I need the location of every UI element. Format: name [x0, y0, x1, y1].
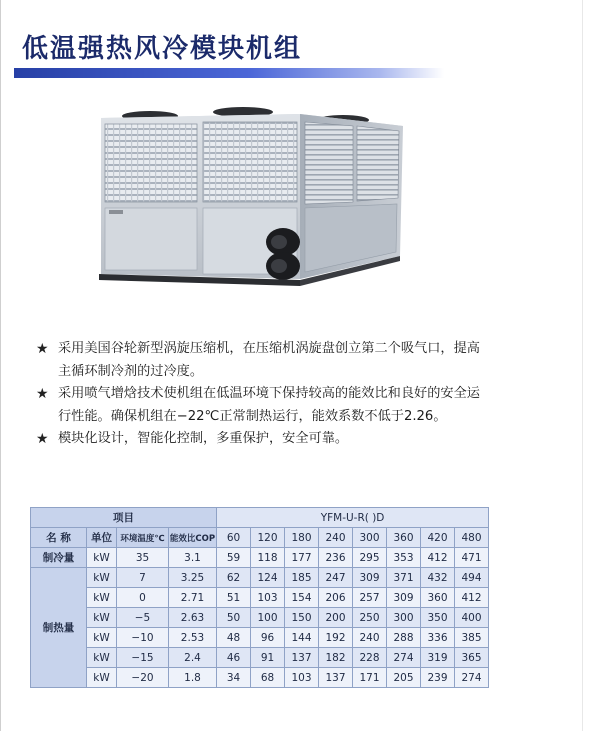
value-cell: 171	[353, 668, 387, 688]
value-cell: 371	[387, 568, 421, 588]
heating-row	[31, 608, 489, 628]
value-cell: 353	[387, 548, 421, 568]
feature-list	[36, 338, 486, 451]
heating-row	[31, 668, 489, 688]
value-cell: 137	[285, 648, 319, 668]
heating-row	[31, 588, 489, 608]
value-cell: 385	[455, 628, 489, 648]
value-cell: 96	[251, 628, 285, 648]
value-cell: 274	[387, 648, 421, 668]
value-cell: 295	[353, 548, 387, 568]
heating-label: 制热量	[31, 568, 87, 688]
unit-cell: kW	[87, 568, 117, 588]
value-cell: 250	[353, 608, 387, 628]
value-cell: 100	[251, 608, 285, 628]
model-cell: 360	[387, 528, 421, 548]
value-cell: 50	[217, 608, 251, 628]
col-temp: 环境温度℃	[117, 528, 169, 548]
value-cell: 336	[421, 628, 455, 648]
unit-cell: kW	[87, 668, 117, 688]
cop-cell: 2.63	[169, 608, 217, 628]
unit-cell: kW	[87, 628, 117, 648]
value-cell: 412	[421, 548, 455, 568]
value-cell: 239	[421, 668, 455, 688]
value-cell: 319	[421, 648, 455, 668]
value-cell: 91	[251, 648, 285, 668]
value-cell: 68	[251, 668, 285, 688]
temp-cell: −15	[117, 648, 169, 668]
value-cell: 412	[455, 588, 489, 608]
value-cell: 51	[217, 588, 251, 608]
value-cell: 247	[319, 568, 353, 588]
star-icon: ★	[36, 431, 49, 447]
cop-cell: 3.1	[169, 548, 217, 568]
value-cell: 300	[387, 608, 421, 628]
value-cell: 360	[421, 588, 455, 608]
temp-cell: −20	[117, 668, 169, 688]
heating-row	[31, 628, 489, 648]
spec-table	[30, 507, 489, 688]
star-icon: ★	[36, 341, 49, 357]
cop-cell: 2.71	[169, 588, 217, 608]
value-cell: 34	[217, 668, 251, 688]
model-cell: 60	[217, 528, 251, 548]
feature-item	[36, 338, 486, 383]
col-name: 名 称	[31, 528, 87, 548]
value-cell: 46	[217, 648, 251, 668]
subheader-row	[31, 528, 489, 548]
unit-cell: kW	[87, 548, 117, 568]
header-item: 项目	[31, 508, 217, 528]
star-icon: ★	[36, 386, 49, 402]
value-cell: 432	[421, 568, 455, 588]
value-cell: 200	[319, 608, 353, 628]
value-cell: 309	[353, 568, 387, 588]
model-cell: 240	[319, 528, 353, 548]
value-cell: 309	[387, 588, 421, 608]
heating-row	[31, 568, 489, 588]
value-cell: 124	[251, 568, 285, 588]
value-cell: 62	[217, 568, 251, 588]
feature-text: 模块化设计，智能化控制，多重保护，安全可靠。	[58, 431, 349, 446]
value-cell: 350	[421, 608, 455, 628]
value-cell: 103	[285, 668, 319, 688]
unit-cell: kW	[87, 588, 117, 608]
value-cell: 288	[387, 628, 421, 648]
header-row	[31, 508, 489, 528]
cop-cell: 2.53	[169, 628, 217, 648]
model-cell: 480	[455, 528, 489, 548]
value-cell: 137	[319, 668, 353, 688]
unit-cell: kW	[87, 608, 117, 628]
value-cell: 185	[285, 568, 319, 588]
title-underline	[14, 68, 444, 78]
temp-cell: 35	[117, 548, 169, 568]
value-cell: 494	[455, 568, 489, 588]
value-cell: 192	[319, 628, 353, 648]
model-cell: 120	[251, 528, 285, 548]
model-cell: 300	[353, 528, 387, 548]
value-cell: 365	[455, 648, 489, 668]
temp-cell: −10	[117, 628, 169, 648]
feature-item	[36, 383, 486, 428]
feature-text: 采用喷气增焓技术使机组在低温环境下保持较高的能效比和良好的安全运行性能。确保机组在−22℃正常制热运行，能效系数不低于2.26。	[58, 386, 480, 424]
value-cell: 257	[353, 588, 387, 608]
value-cell: 150	[285, 608, 319, 628]
header-model: YFM-U-R( )D	[217, 508, 489, 528]
cop-cell: 2.4	[169, 648, 217, 668]
value-cell: 48	[217, 628, 251, 648]
temp-cell: 7	[117, 568, 169, 588]
page-edge	[0, 0, 1, 731]
col-unit: 单位	[87, 528, 117, 548]
cooling-label: 制冷量	[31, 548, 87, 568]
temp-cell: −5	[117, 608, 169, 628]
value-cell: 274	[455, 668, 489, 688]
value-cell: 206	[319, 588, 353, 608]
cop-cell: 1.8	[169, 668, 217, 688]
page-margin	[582, 0, 607, 731]
unit-cell: kW	[87, 648, 117, 668]
value-cell: 59	[217, 548, 251, 568]
model-cell: 420	[421, 528, 455, 548]
spec-table-container	[30, 507, 488, 688]
feature-item	[36, 428, 486, 451]
cop-cell: 3.25	[169, 568, 217, 588]
page-title: 低温强热风冷模块机组	[22, 34, 303, 64]
temp-cell: 0	[117, 588, 169, 608]
cooling-row	[31, 548, 489, 568]
value-cell: 205	[387, 668, 421, 688]
value-cell: 228	[353, 648, 387, 668]
value-cell: 103	[251, 588, 285, 608]
value-cell: 400	[455, 608, 489, 628]
model-cell: 180	[285, 528, 319, 548]
value-cell: 471	[455, 548, 489, 568]
value-cell: 240	[353, 628, 387, 648]
value-cell: 182	[319, 648, 353, 668]
value-cell: 118	[251, 548, 285, 568]
value-cell: 177	[285, 548, 319, 568]
value-cell: 144	[285, 628, 319, 648]
feature-text: 采用美国谷轮新型涡旋压缩机，在压缩机涡旋盘创立第二个吸气口，提高主循环制冷剂的过冷度。	[58, 341, 480, 379]
chiller-unit-illustration	[95, 104, 410, 296]
col-cop: 能效比COP	[169, 528, 217, 548]
heating-row	[31, 648, 489, 668]
value-cell: 154	[285, 588, 319, 608]
value-cell: 236	[319, 548, 353, 568]
